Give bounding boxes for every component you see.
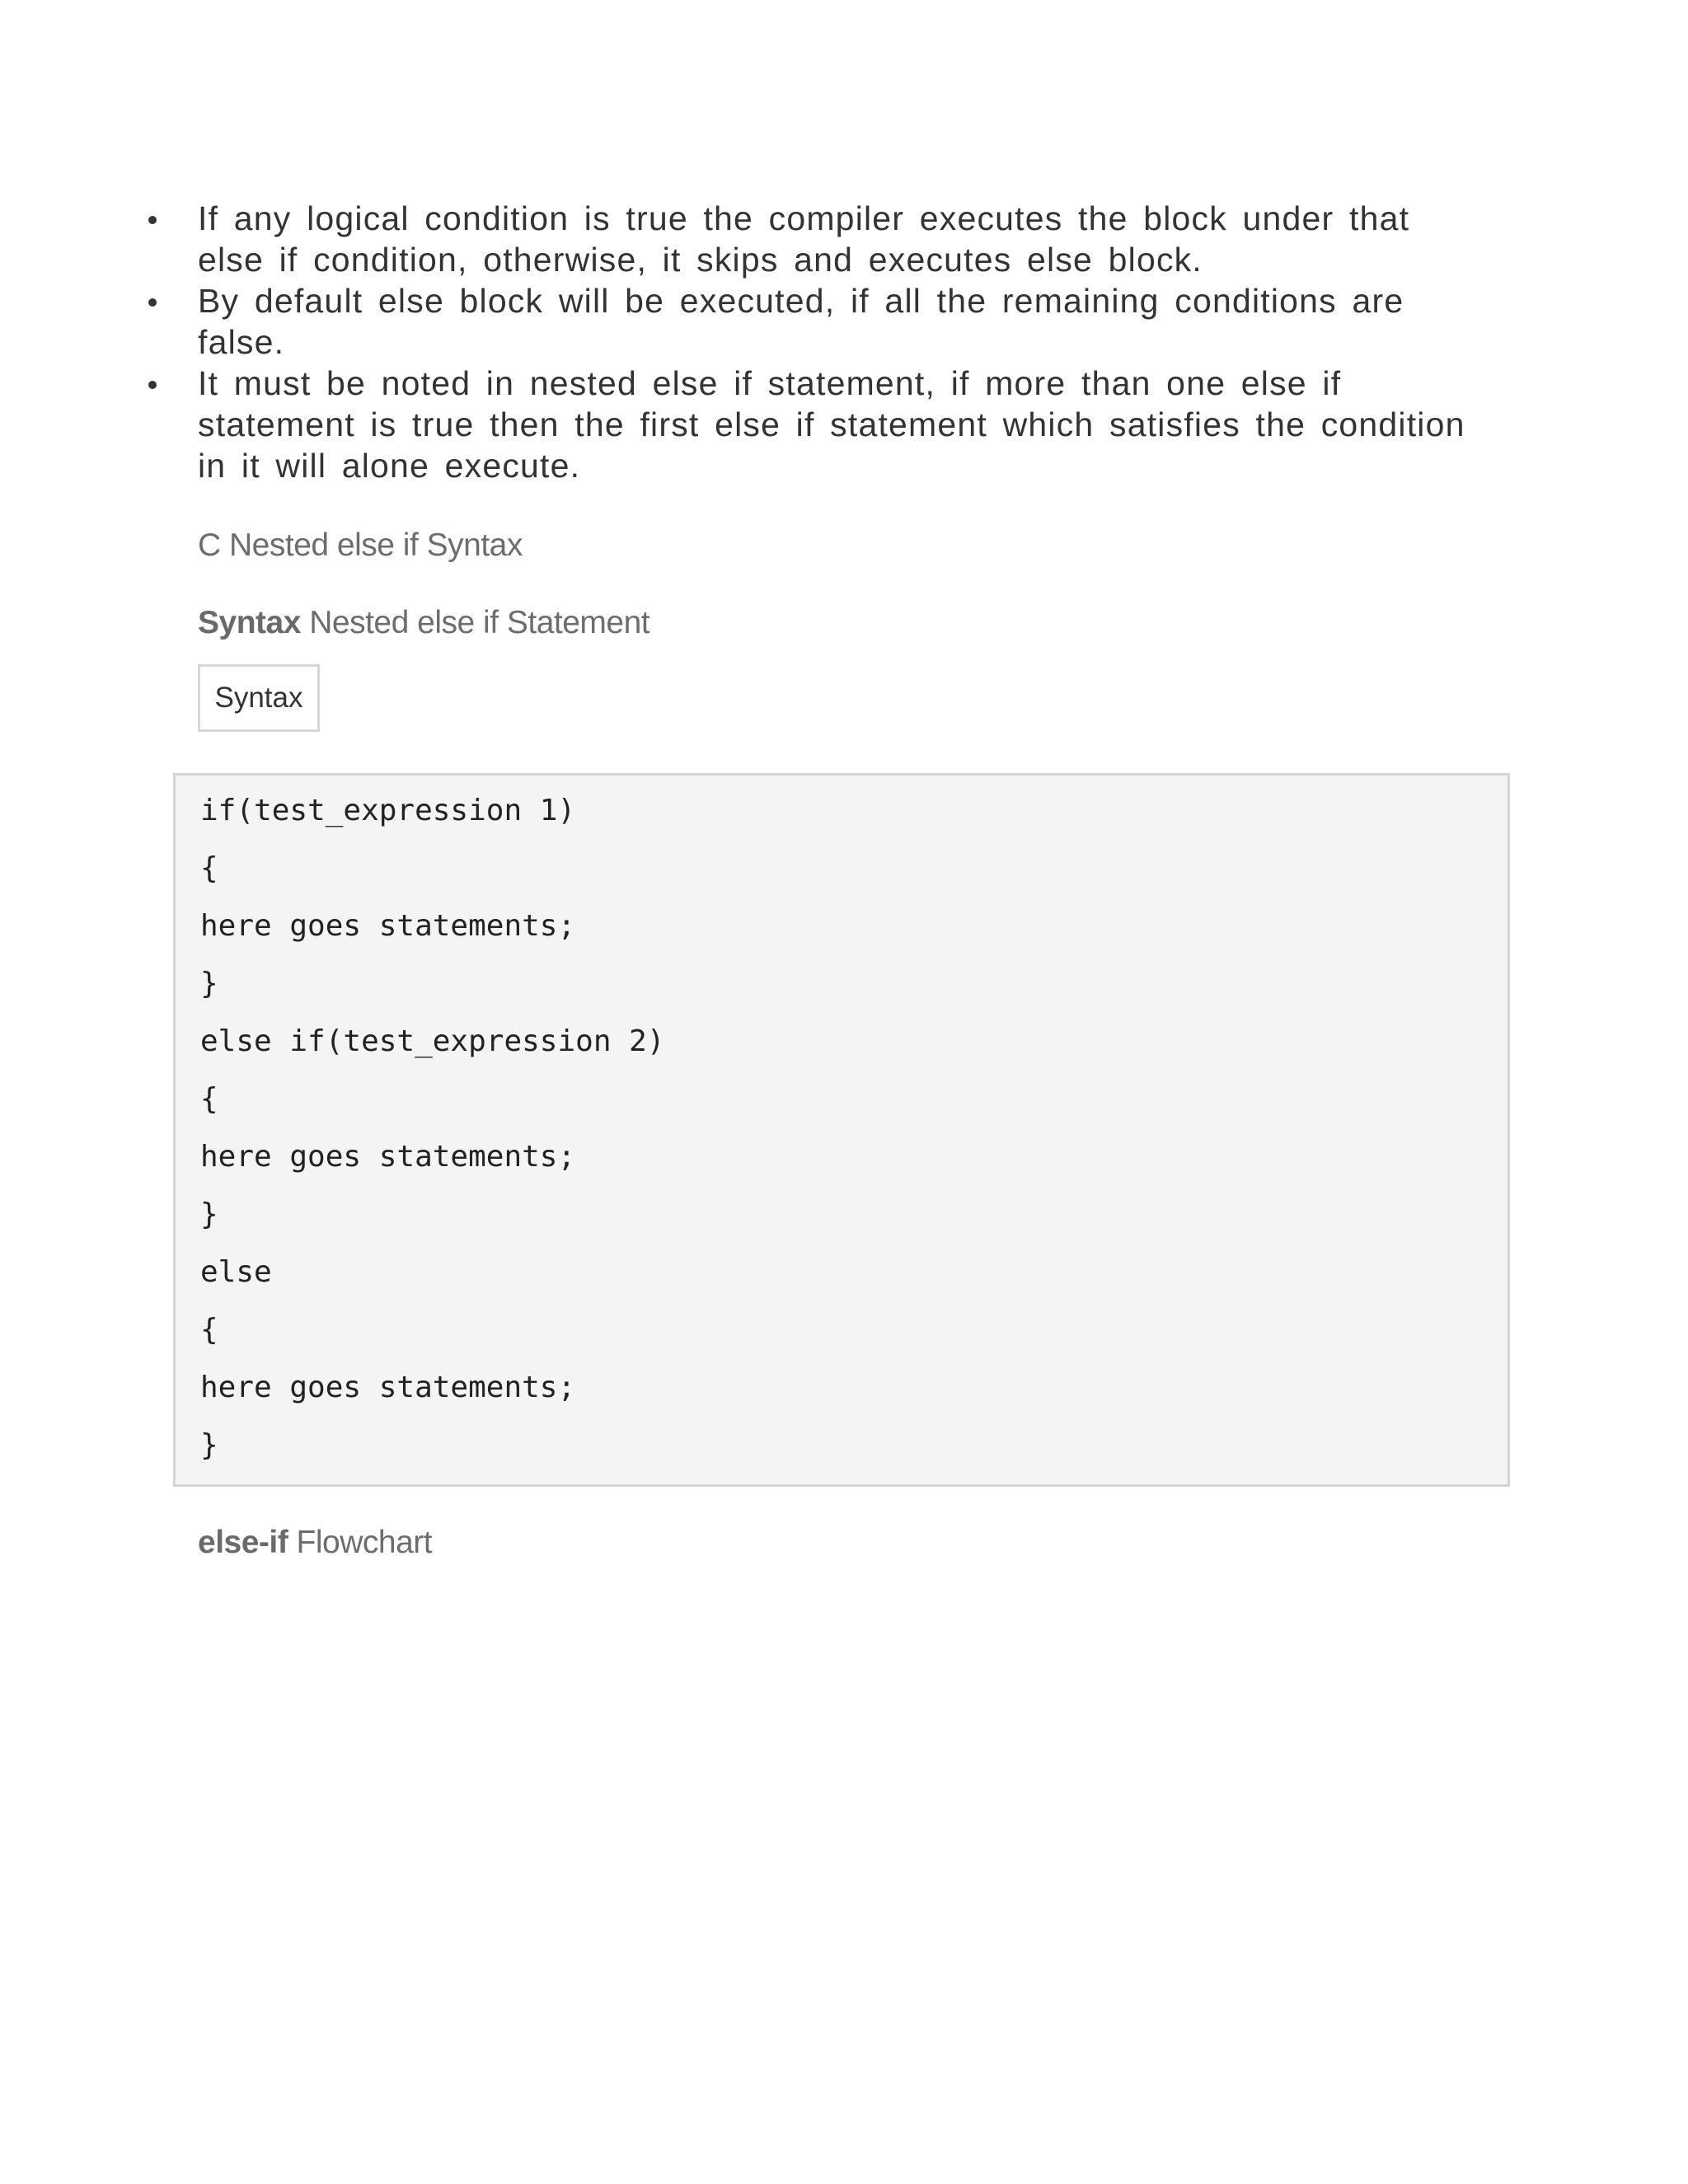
bullet-text: It must be noted in nested else if statement, if more than one else if statement is true then the first else if statement which satisfies the condition in it will alone execute.	[198, 364, 1465, 485]
code-line: else	[200, 1255, 272, 1289]
code-line: {	[200, 1313, 218, 1347]
bullet-dot-icon	[148, 216, 157, 224]
code-line: }	[200, 1197, 218, 1231]
syntax-tab[interactable]: Syntax	[198, 664, 320, 732]
bullet-dot-icon	[148, 298, 157, 307]
bullet-dot-icon	[148, 381, 157, 389]
bullet-item	[132, 363, 1484, 486]
flowchart-heading-bold: else-if	[198, 1525, 288, 1560]
flowchart-heading	[198, 1523, 432, 1563]
flowchart-heading-rest: Flowchart	[288, 1525, 433, 1560]
bullet-item	[132, 280, 1484, 363]
code-line: {	[200, 851, 218, 885]
code-line: }	[200, 1428, 218, 1462]
code-line: }	[200, 967, 218, 1001]
syntax-heading-bold: Syntax	[198, 605, 301, 640]
code-line: here goes statements;	[200, 909, 576, 943]
code-line: here goes statements;	[200, 1140, 576, 1174]
code-block	[173, 773, 1510, 1487]
bullet-item	[132, 198, 1484, 280]
bullet-text: If any logical condition is true the compiler executes the block under that else if condition, otherwise, it skips and executes else block.	[198, 199, 1410, 279]
code-lines	[200, 789, 665, 1481]
code-line: else if(test_expression 2)	[200, 1024, 665, 1058]
syntax-heading-rest: Nested else if Statement	[300, 605, 650, 640]
code-line: {	[200, 1082, 218, 1116]
syntax-statement-heading	[198, 603, 649, 643]
bullet-text: By default else block will be executed, if all the remaining conditions are false.	[198, 282, 1404, 361]
code-line: if(test_expression 1)	[200, 794, 576, 827]
bullet-list	[132, 198, 1484, 486]
nested-syntax-heading: C Nested else if Syntax	[198, 527, 523, 563]
code-line: here goes statements;	[200, 1371, 576, 1404]
